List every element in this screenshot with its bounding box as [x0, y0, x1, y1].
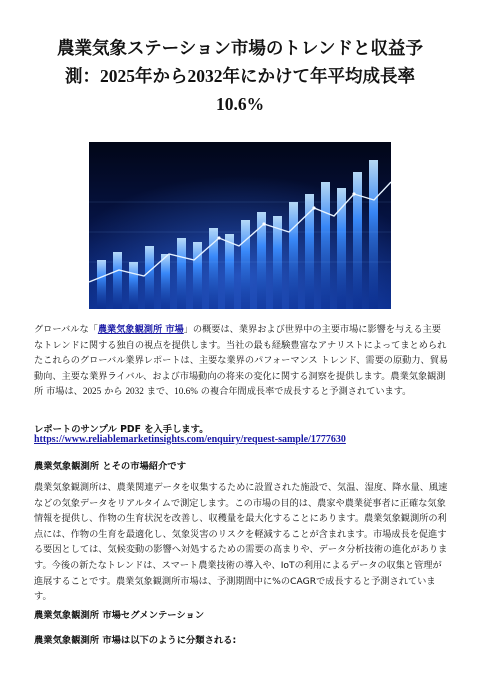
segmentation-heading: 農業気象観測所 市場セグメンテーション — [34, 610, 205, 621]
title-line-2e: 年にかけて年平均成長率 — [222, 67, 415, 87]
intro-section-heading: 農業気象観測所 とその市場紹介です — [34, 461, 186, 472]
title-line-2c: 年から — [135, 67, 188, 87]
intro-prefix: グローバルな「 — [34, 324, 98, 335]
market-description-paragraph: 農業気象観測所は、農業関連データを収集するために設置された施設で、気温、湿度、降水量、風速などの気象データをリアルタイムで測定します。この市場の目的は、農家や農業従事者に正確な気象情報を提供し、作物の生育状況を改善し、収穫量を最大化することにあります。農業気象観測所の利点には、作物の生育を最適化し、気象災害のリスクを軽減することが含まれます。市場成長を促進する要因としては、気候変動の影響へ対処するための需要の高まりや、データ分析技術の進化があります。今後の新たなトレンドは、スマート農業技術の導入や、IoTの利用によるデータの収集と管理が進展することです。農業気象観測所市場は、予測期間中に%のCAGRで成長すると予測されています。 — [34, 482, 448, 603]
intro-year-to: 2032 — [125, 386, 144, 397]
hero-image — [89, 142, 391, 309]
title-line-2a: 測： — [65, 67, 100, 87]
intro-year-from: 2025 — [82, 386, 102, 397]
title-year-to: 2032 — [187, 66, 223, 86]
title-cagr: 10.6% — [215, 94, 265, 114]
title-year-from: 2025 — [100, 66, 135, 86]
market-link[interactable]: 農業気象観測所 市場 — [97, 324, 184, 335]
sample-heading: レポートのサンプル PDF を入手します。 — [34, 424, 209, 435]
document-title — [28, 36, 452, 119]
intro-paragraph — [34, 322, 450, 400]
classification-heading: 農業気象観測所 市場は以下のように分類される: — [34, 635, 237, 646]
hero-graphic — [89, 142, 391, 309]
intro-cagr: 10.6% — [174, 386, 198, 397]
sample-request-link[interactable]: https://www.reliablemarketinsights.com/enquiry/request-sample/1777630 — [34, 434, 346, 445]
intro-mid1: から — [101, 386, 126, 398]
title-line-1: 農業気象ステーション市場のトレンドと収益予 — [56, 39, 423, 59]
intro-body: 」の概要は、業界および世界中の主要市場に影響を与える主要なトレンドに関する独自の視点を提供します。当社の最も経験豊富なアナリストによってまとめられたこれらのグローバル業界レポートは、主要な業界のパフォーマンス トレンド、需要の原動力、貿易動向、主要な業界ライバル、および市場動向の将来の変化に関する洞察を提供します。農業気象観測所 市場は、 — [34, 324, 449, 398]
intro-mid2: まで、 — [143, 386, 175, 398]
intro-end: の複合年間成長率で成長すると予測されています。 — [197, 386, 412, 398]
